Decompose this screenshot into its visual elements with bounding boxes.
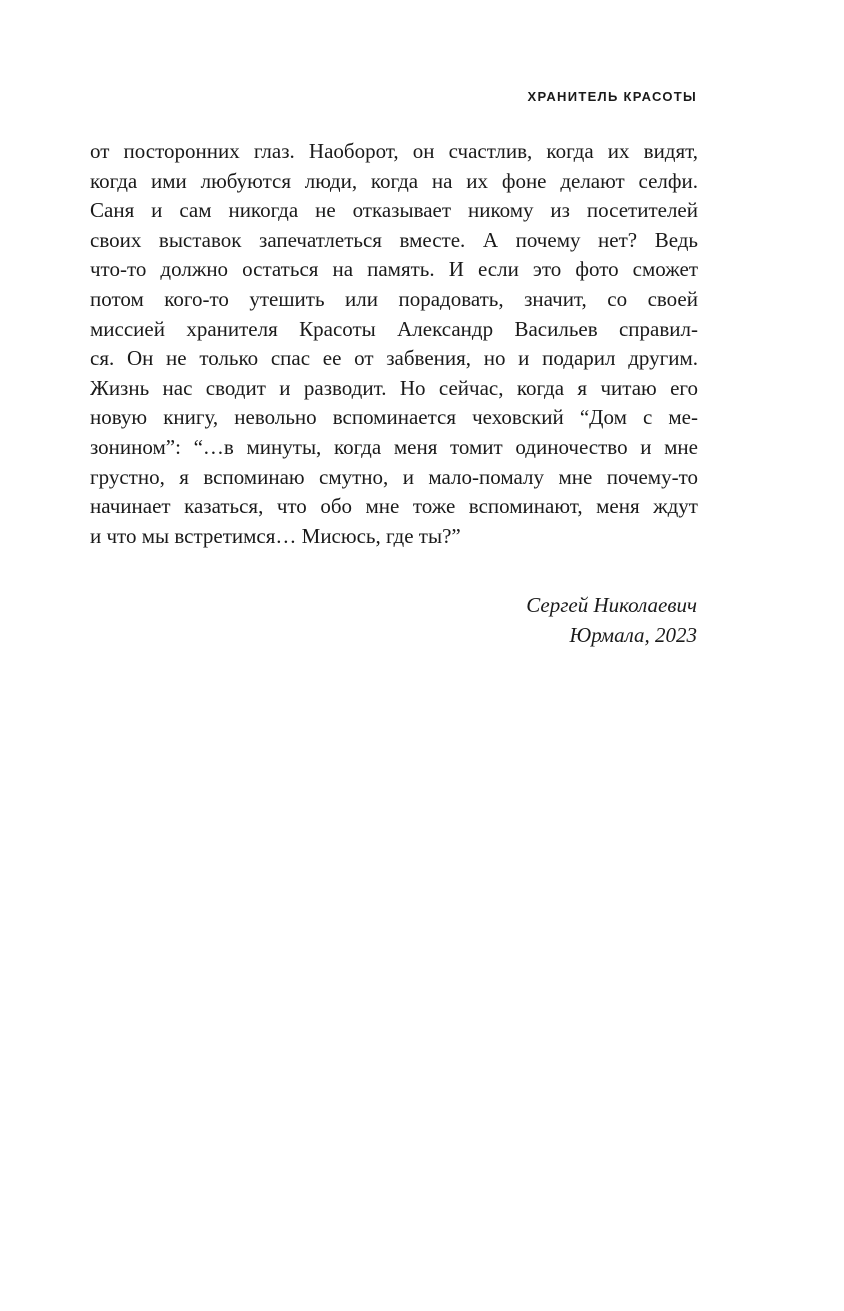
text-line: ся. Он не только спас ее от забвения, но и подарил другим. bbox=[90, 346, 698, 371]
text-line: своих выставок запечатлеться вместе. А почему нет? Ведь bbox=[90, 227, 698, 252]
text-line: Саня и сам никогда не отказывает никому из посетителей bbox=[90, 198, 698, 223]
text-line: и что мы встретимся… Мисюсь, где ты?” bbox=[90, 523, 461, 548]
text-line: миссией хранителя Красоты Александр Васильев справил- bbox=[90, 316, 698, 341]
signature-place-date: Юрмала, 2023 bbox=[569, 623, 697, 647]
text-line: новую книгу, невольно вспоминается чеховский “Дом с ме- bbox=[90, 405, 698, 430]
text-line: грустно, я вспоминаю смутно, и мало-помалу мне почему-то bbox=[90, 464, 698, 489]
signature-author: Сергей Николаевич bbox=[526, 593, 697, 617]
text-line: когда ими любуются люди, когда на их фоне делают селфи. bbox=[90, 168, 698, 193]
text-line: Жизнь нас сводит и разводит. Но сейчас, когда я читаю его bbox=[90, 375, 698, 400]
text-line: от посторонних глаз. Наоборот, он счастлив, когда их видят, bbox=[90, 139, 698, 163]
signature bbox=[526, 590, 697, 650]
text-line: зонином”: “…в минуты, когда меня томит одиночество и мне bbox=[90, 434, 698, 459]
text-line: потом кого-то утешить или порадовать, значит, со своей bbox=[90, 286, 698, 311]
running-header: ХРАНИТЕЛЬ КРАСОТЫ bbox=[527, 89, 697, 104]
text-line: что-то должно остаться на память. И если это фото сможет bbox=[90, 257, 698, 282]
text-line: начинает казаться, что обо мне тоже вспоминают, меня ждут bbox=[90, 494, 698, 519]
body-text bbox=[90, 137, 698, 551]
